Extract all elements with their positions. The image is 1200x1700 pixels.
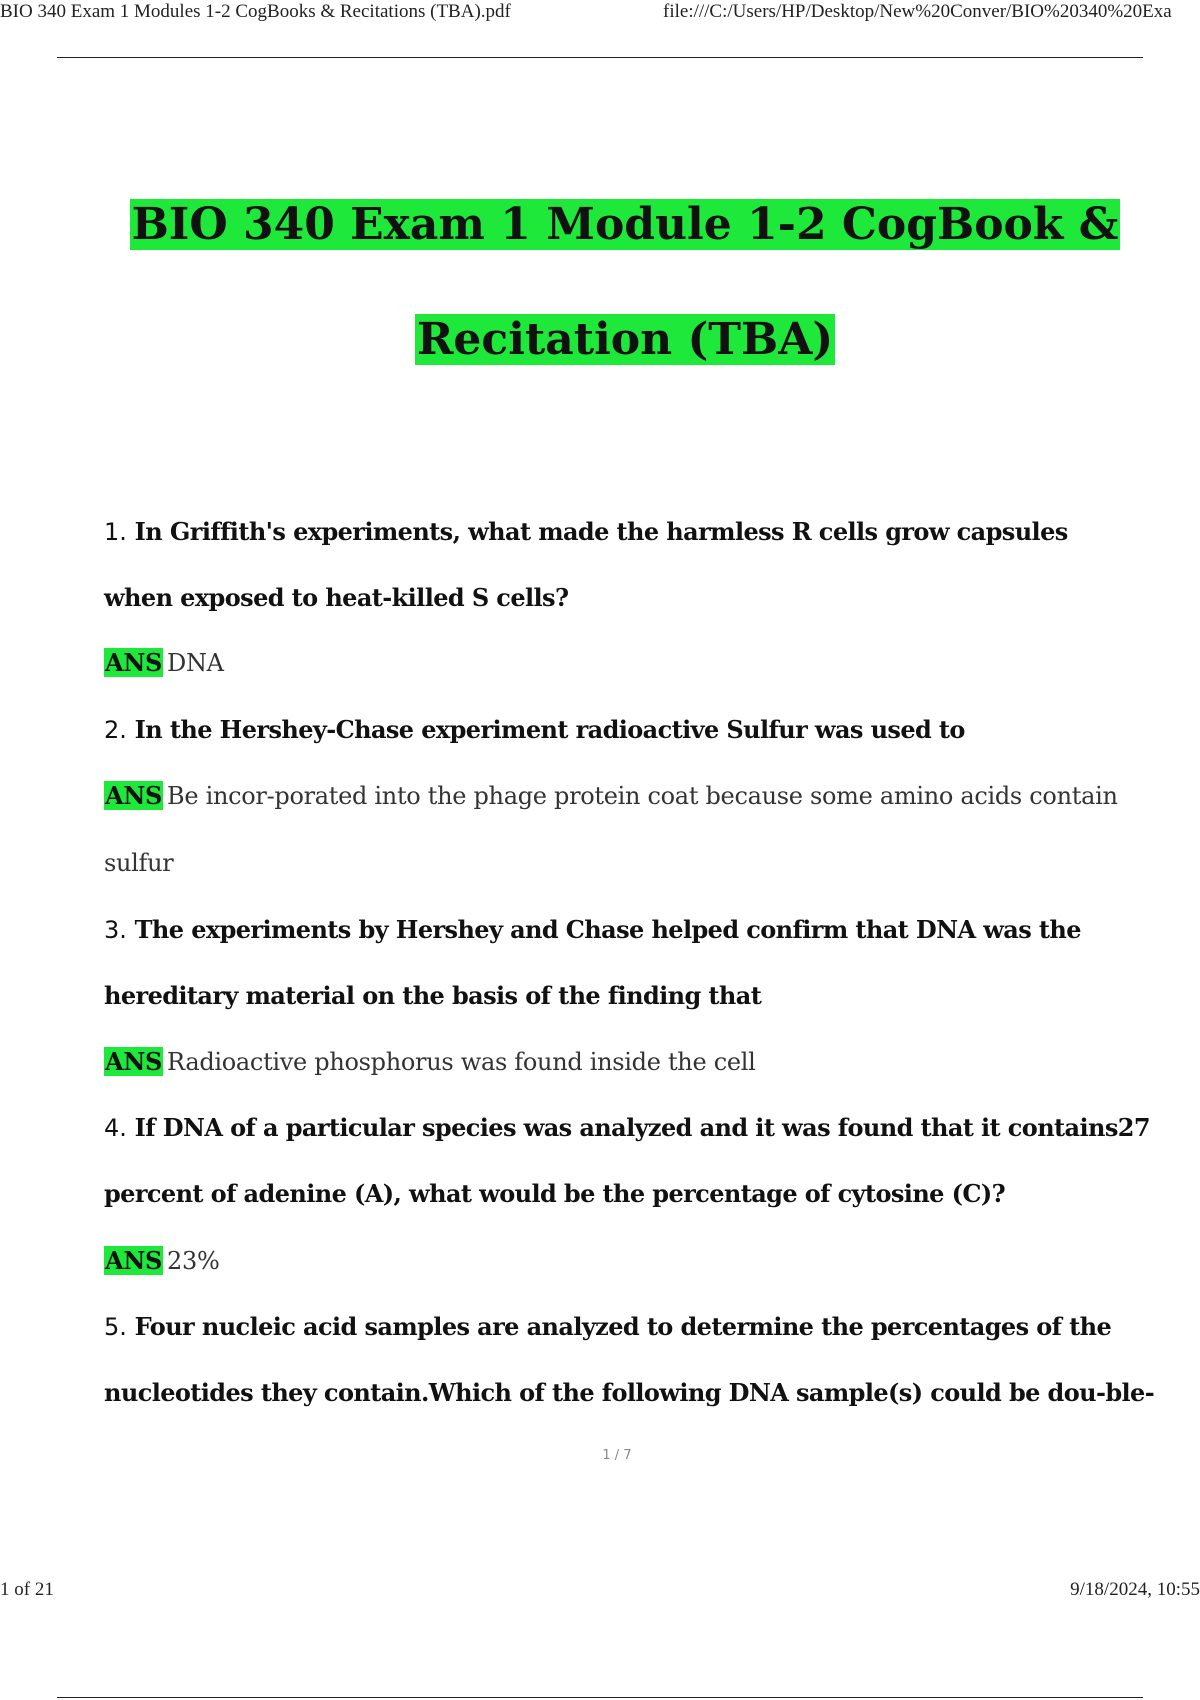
question-1-line-2	[104, 582, 1174, 614]
question-1-line-1	[104, 516, 1174, 548]
question-4-text-2: percent of adenine (A), what would be the percentage of cytosine (C)?	[104, 1179, 1006, 1208]
question-3-text-1: The experiments by Hershey and Chase helped confirm that DNA was the	[134, 915, 1081, 944]
title-highlight-1: BIO 340 Exam 1 Module 1-2 CogBook &	[131, 199, 1119, 250]
question-3-line-2	[104, 980, 1174, 1012]
answer-4-text: 23%	[167, 1247, 220, 1275]
answer-label: ANS	[105, 781, 162, 810]
question-3-text-2: hereditary material on the basis of the finding that	[104, 981, 762, 1010]
question-5-line-2	[104, 1377, 1174, 1409]
question-4-line-2	[104, 1178, 1174, 1210]
title-highlight-2: Recitation (TBA)	[416, 314, 834, 365]
answer-2-line-2	[104, 847, 1174, 879]
answer-2-text-2: sulfur	[104, 849, 174, 877]
question-5-number: 5.	[104, 1313, 127, 1341]
answer-4	[104, 1245, 1174, 1277]
question-2-number: 2.	[104, 716, 127, 744]
footer-divider	[57, 1697, 1143, 1698]
question-3-line-1	[104, 914, 1174, 946]
question-2-text-1: In the Hershey-Chase experiment radioactive Sulfur was used to	[134, 715, 965, 744]
answer-label: ANS	[105, 1246, 162, 1275]
question-2-line-1	[104, 714, 1174, 746]
question-5-text-1: Four nucleic acid samples are analyzed to determine the percentages of the	[134, 1312, 1112, 1341]
question-1-number: 1.	[104, 518, 127, 546]
answer-3	[104, 1046, 1174, 1078]
print-footer-page-counter: 1 of 21	[0, 1579, 54, 1600]
answer-1-text: DNA	[167, 649, 224, 677]
answer-3-text: Radioactive phosphorus was found inside the cell	[167, 1048, 756, 1076]
question-5-text-2: nucleotides they contain.Which of the following DNA sample(s) could be dou-ble-	[104, 1378, 1155, 1407]
answer-1	[104, 647, 1174, 679]
question-4-text-1: If DNA of a particular species was analyzed and it was found that it contains27	[134, 1113, 1150, 1142]
print-footer-datetime: 9/18/2024, 10:55	[1070, 1579, 1200, 1600]
pdf-page-indicator: 1 / 7	[602, 1448, 632, 1463]
question-3-number: 3.	[104, 916, 127, 944]
document-title-line-2	[0, 311, 1200, 369]
question-1-text-1: In Griffith's experiments, what made the harmless R cells grow capsules	[134, 517, 1068, 546]
print-header-url: file:///C:/Users/HP/Desktop/New%20Conver/BIO%20340%20Exa	[663, 1, 1172, 22]
print-header-title: BIO 340 Exam 1 Modules 1-2 CogBooks & Recitations (TBA).pdf	[0, 1, 511, 22]
question-1-text-2: when exposed to heat-killed S cells?	[104, 583, 569, 612]
answer-label: ANS	[105, 1047, 162, 1076]
answer-label: ANS	[105, 648, 162, 677]
question-4-line-1	[104, 1112, 1174, 1144]
question-5-line-1	[104, 1311, 1174, 1343]
question-4-number: 4.	[104, 1114, 127, 1142]
answer-2-text-1: Be incor-porated into the phage protein coat because some amino acids contain	[167, 782, 1118, 810]
document-title-line-1	[0, 196, 1200, 254]
header-divider	[57, 57, 1143, 58]
answer-2-line-1	[104, 780, 1174, 812]
